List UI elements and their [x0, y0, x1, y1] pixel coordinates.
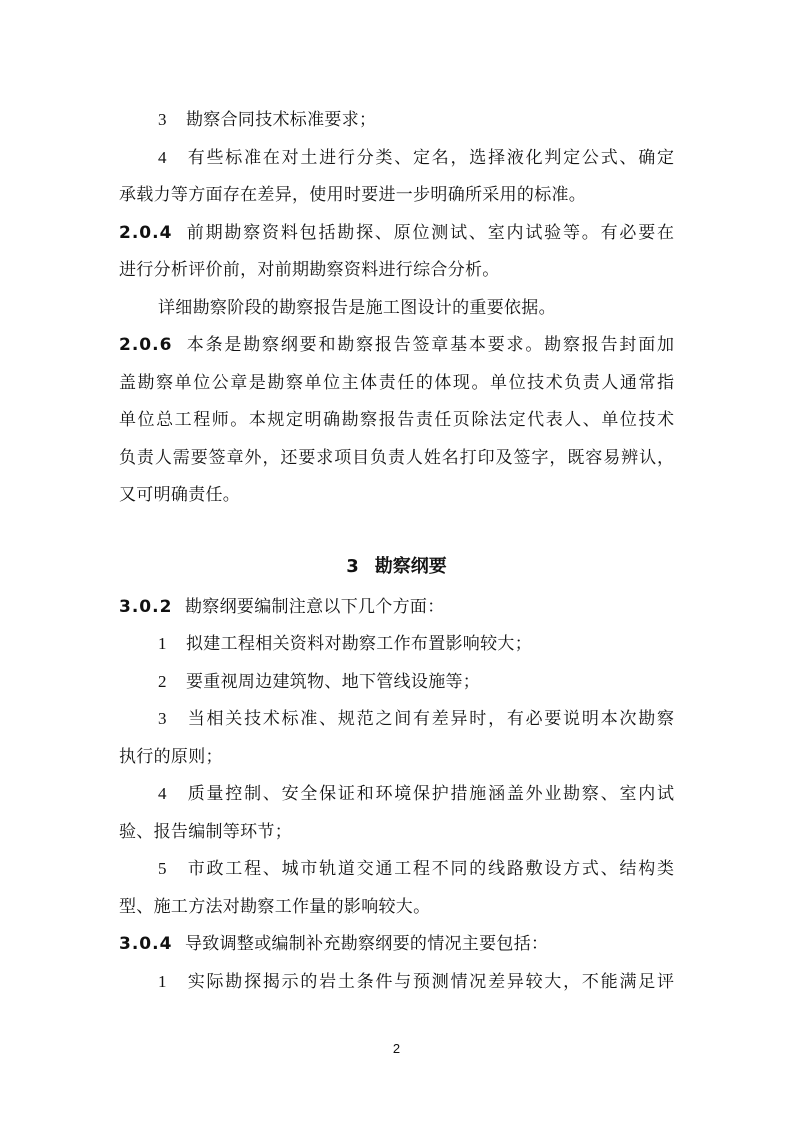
paragraph-line: 执行的原则； [119, 747, 223, 767]
list-item: 3 当相关技术标准、规范之间有差异时，有必要说明本次勘察 [158, 709, 674, 729]
list-item: 2 要重视周边建筑物、地下管线设施等； [158, 672, 481, 692]
paragraph-line: 盖勘察单位公章是勘察单位主体责任的体现。单位技术负责人通常指 [119, 373, 674, 393]
section-number: 3 [346, 556, 359, 577]
paragraph-line: 进行分析评价前，对前期勘察资料进行综合分析。 [119, 260, 500, 280]
clause-2-0-4: 2.0.4 前期勘察资料包括勘探、原位测试、室内试验等。有必要在 [119, 223, 674, 243]
paragraph-line: 承载力等方面存在差异，使用时要进一步明确所采用的标准。 [119, 185, 587, 205]
list-item: 4 质量控制、安全保证和环境保护措施涵盖外业勘察、室内试 [158, 784, 674, 804]
clause-2-0-6: 2.0.6 本条是勘察纲要和勘察报告签章基本要求。勘察报告封面加 [119, 335, 674, 355]
clause-number: 2.0.4 [119, 223, 173, 243]
paragraph-line: 型、施工方法对勘察工作量的影响较大。 [119, 897, 431, 917]
paragraph-line: 详细勘察阶段的勘察报告是施工图设计的重要依据。 [158, 298, 556, 318]
list-item: 1 拟建工程相关资料对勘察工作布置影响较大； [158, 634, 532, 654]
page-number: 2 [392, 1041, 401, 1056]
section-title: 勘察纲要 [374, 556, 447, 577]
paragraph-line: 验、报告编制等环节； [119, 822, 292, 842]
clause-number: 3.0.2 [119, 597, 173, 617]
paragraph-line: 又可明确责任。 [119, 485, 241, 505]
section-heading [0, 555, 793, 579]
clause-number: 3.0.4 [119, 934, 173, 954]
clause-3-0-4: 3.0.4 导致调整或编制补充勘察纲要的情况主要包括： [119, 934, 549, 954]
clause-number: 2.0.6 [119, 335, 173, 355]
list-item: 5 市政工程、城市轨道交通工程不同的线路敷设方式、结构类 [158, 859, 674, 879]
list-item: 4 有些标准在对土进行分类、定名，选择液化判定公式、确定 [158, 148, 674, 168]
list-item: 3 勘察合同技术标准要求； [158, 110, 377, 130]
clause-3-0-2: 3.0.2 勘察纲要编制注意以下几个方面： [119, 597, 445, 617]
paragraph-line: 单位总工程师。本规定明确勘察报告责任页除法定代表人、单位技术 [119, 410, 674, 430]
list-item: 1 实际勘探揭示的岩土条件与预测情况差异较大，不能满足评 [158, 972, 674, 992]
paragraph-line: 负责人需要签章外，还要求项目负责人姓名打印及签字，既容易辨认， [119, 448, 674, 468]
